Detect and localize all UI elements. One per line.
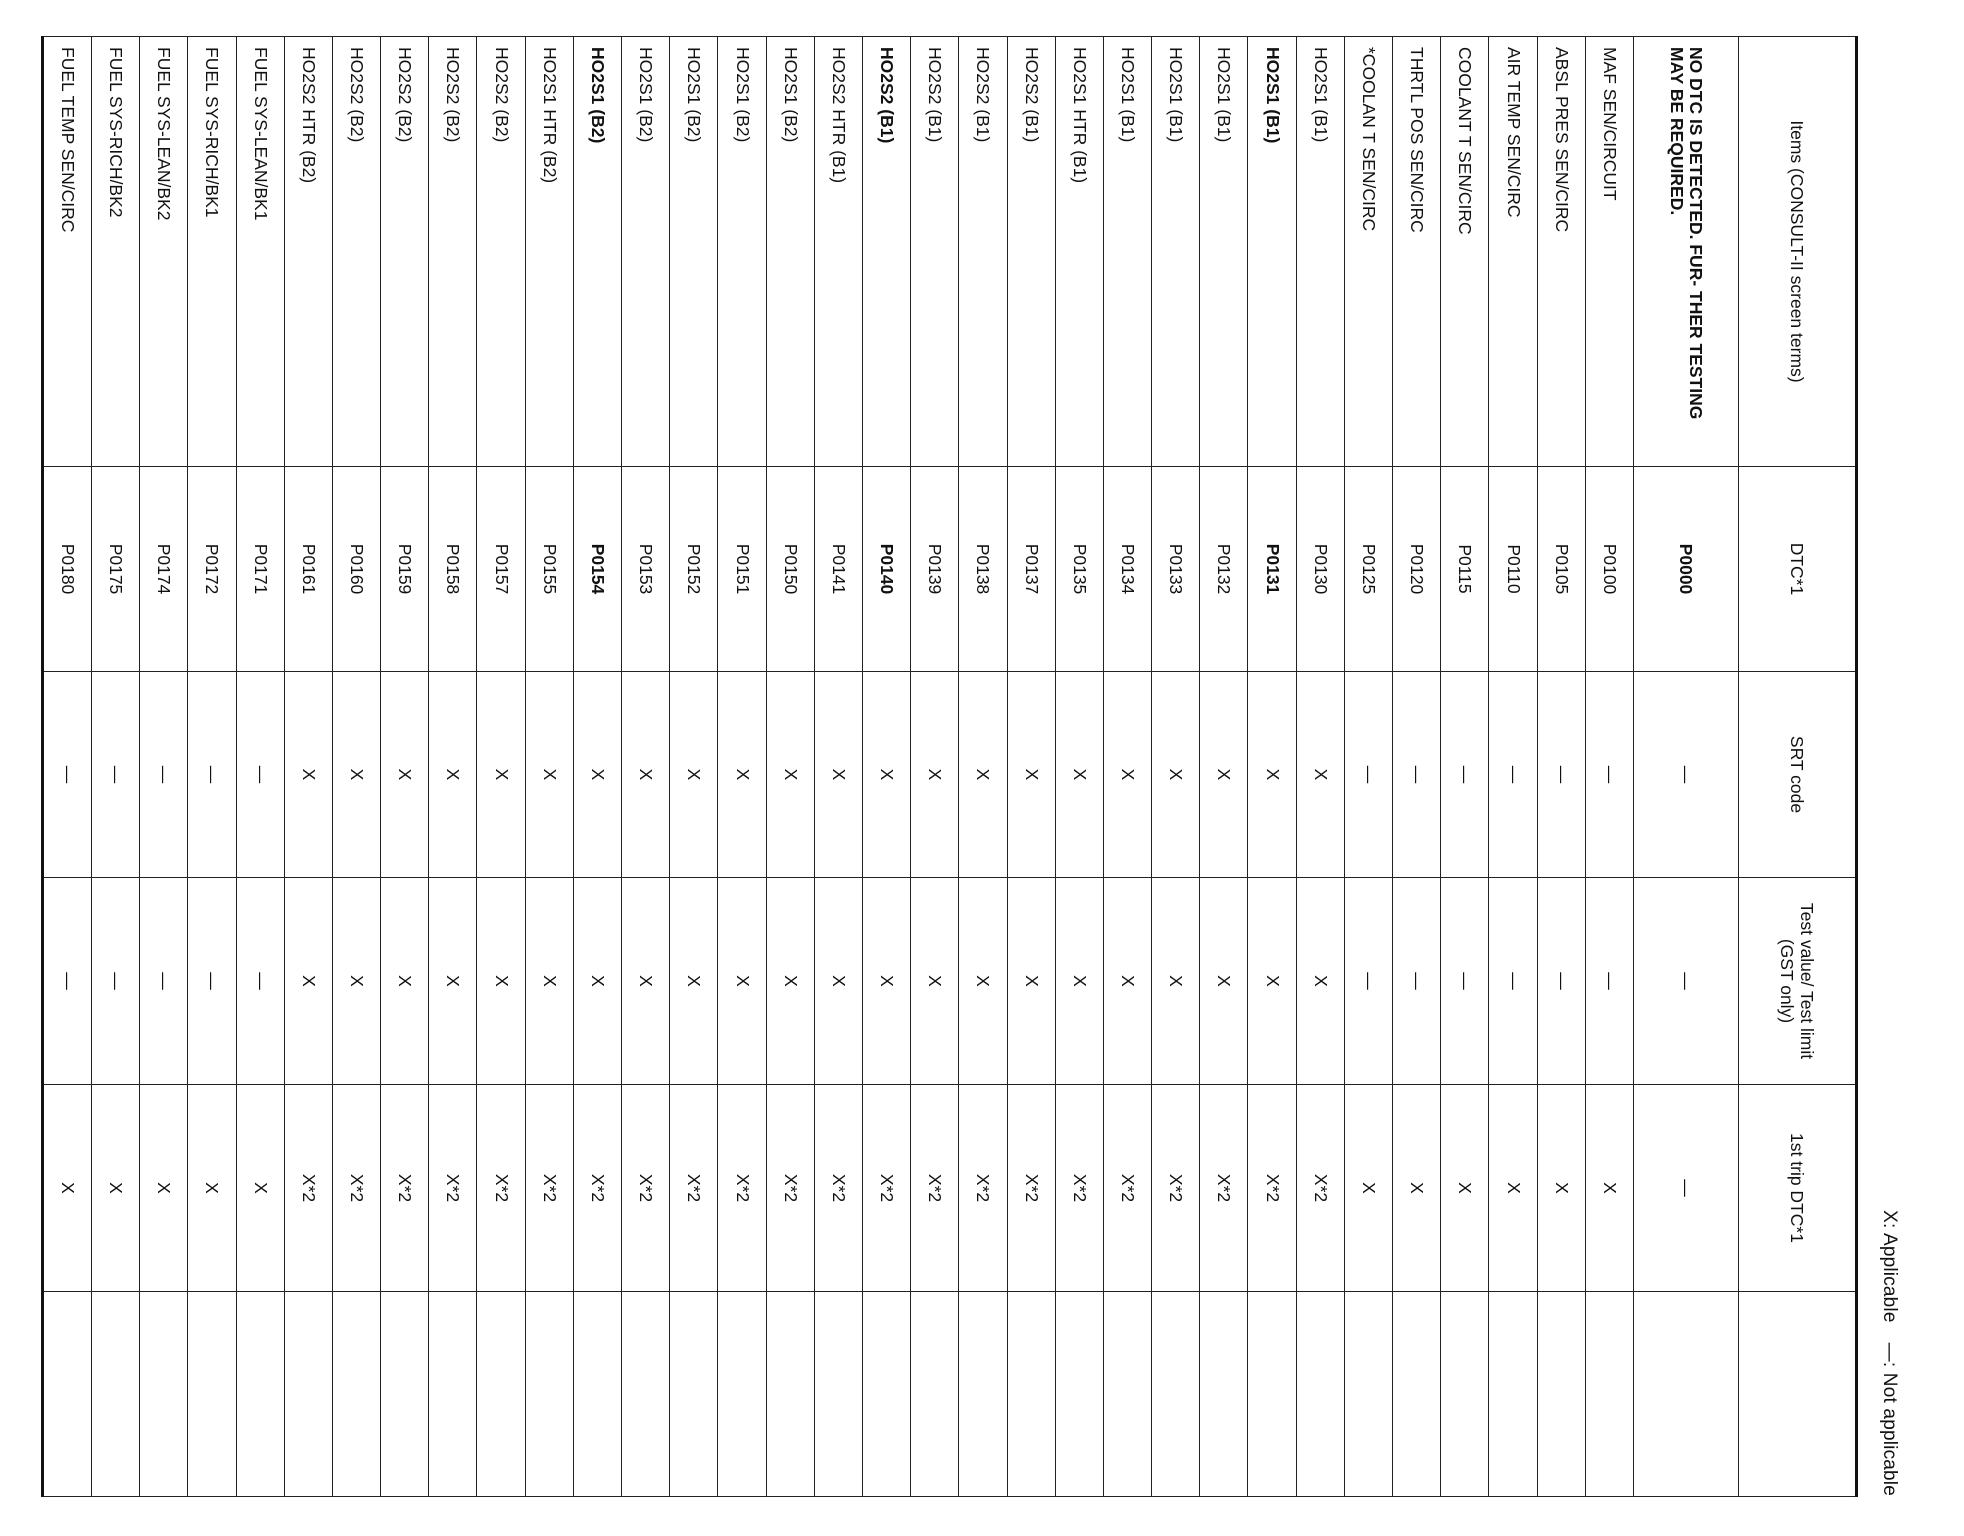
cell-items: HO2S1 (B2) — [573, 37, 621, 467]
cell-test-value: — — [1441, 878, 1489, 1085]
cell-dtc: P0158 — [429, 467, 477, 672]
header-dtc: DTC*1 — [1739, 467, 1857, 672]
cell-blank — [525, 1292, 573, 1497]
cell-items: HO2S1 HTR (B1) — [1055, 37, 1103, 467]
header-srt-code: SRT code — [1739, 672, 1857, 878]
cell-srt-code: X — [429, 672, 477, 878]
cell-blank — [1055, 1292, 1103, 1497]
cell-first-trip-dtc: X*2 — [718, 1085, 766, 1292]
cell-blank — [814, 1292, 862, 1497]
cell-blank — [92, 1292, 140, 1497]
cell-srt-code: — — [42, 672, 91, 878]
cell-blank — [1441, 1292, 1489, 1497]
cell-test-value: X — [1296, 878, 1344, 1085]
cell-first-trip-dtc: X*2 — [1296, 1085, 1344, 1292]
cell-blank — [1393, 1292, 1441, 1497]
table-row — [814, 37, 862, 1497]
cell-items: HO2S2 (B2) — [429, 37, 477, 467]
cell-test-value: — — [1344, 878, 1392, 1085]
table-row — [1103, 37, 1151, 1497]
header-test-value: Test value/ Test limit (GST only) — [1739, 878, 1857, 1085]
cell-first-trip-dtc: X — [140, 1085, 188, 1292]
table-row — [429, 37, 477, 1497]
cell-first-trip-dtc: X — [188, 1085, 236, 1292]
cell-test-value: X — [814, 878, 862, 1085]
cell-blank — [1489, 1292, 1537, 1497]
cell-dtc: P0139 — [911, 467, 959, 672]
cell-items: HO2S1 (B2) — [718, 37, 766, 467]
cell-items: AIR TEMP SEN/CIRC — [1489, 37, 1537, 467]
legend — [1878, 1210, 1900, 1496]
cell-srt-code: X — [959, 672, 1007, 878]
header-blank — [1739, 1292, 1857, 1497]
cell-srt-code: — — [1393, 672, 1441, 878]
table-row — [1489, 37, 1537, 1497]
cell-srt-code: X — [814, 672, 862, 878]
cell-dtc: P0151 — [718, 467, 766, 672]
table-row — [1152, 37, 1200, 1497]
cell-blank — [1248, 1292, 1296, 1497]
cell-test-value: X — [766, 878, 814, 1085]
cell-first-trip-dtc: X — [1537, 1085, 1585, 1292]
cell-test-value: X — [1103, 878, 1151, 1085]
cell-dtc: P0157 — [477, 467, 525, 672]
cell-first-trip-dtc: X*2 — [429, 1085, 477, 1292]
cell-srt-code: X — [1200, 672, 1248, 878]
cell-blank — [1103, 1292, 1151, 1497]
table-row — [1200, 37, 1248, 1497]
cell-first-trip-dtc: X*2 — [863, 1085, 911, 1292]
cell-first-trip-dtc: X — [1393, 1085, 1441, 1292]
header-first-trip-dtc: 1st trip DTC*1 — [1739, 1085, 1857, 1292]
cell-blank — [381, 1292, 429, 1497]
cell-test-value: — — [1585, 878, 1633, 1085]
cell-items: HO2S1 (B2) — [766, 37, 814, 467]
cell-dtc: P0125 — [1344, 467, 1392, 672]
cell-blank — [188, 1292, 236, 1497]
cell-dtc: P0132 — [1200, 467, 1248, 672]
rotated-document-page — [30, 36, 1910, 1496]
cell-first-trip-dtc: X — [236, 1085, 284, 1292]
cell-blank — [284, 1292, 332, 1497]
cell-srt-code: X — [863, 672, 911, 878]
table-row — [284, 37, 332, 1497]
cell-items: HO2S1 (B2) — [622, 37, 670, 467]
cell-blank — [718, 1292, 766, 1497]
cell-test-value: X — [381, 878, 429, 1085]
cell-blank — [477, 1292, 525, 1497]
cell-dtc: P0150 — [766, 467, 814, 672]
cell-items: HO2S2 (B1) — [911, 37, 959, 467]
cell-test-value: — — [1393, 878, 1441, 1085]
cell-items: NO DTC IS DETECTED. FUR- THER TESTING MAY BE REQUIRED. — [1634, 37, 1739, 467]
cell-dtc: P0130 — [1296, 467, 1344, 672]
cell-first-trip-dtc: X — [42, 1085, 91, 1292]
cell-dtc: P0180 — [42, 467, 91, 672]
cell-test-value: X — [863, 878, 911, 1085]
cell-first-trip-dtc: X*2 — [622, 1085, 670, 1292]
cell-dtc: P0155 — [525, 467, 573, 672]
cell-first-trip-dtc: X — [92, 1085, 140, 1292]
cell-blank — [1296, 1292, 1344, 1497]
cell-srt-code: X — [525, 672, 573, 878]
table-row — [911, 37, 959, 1497]
cell-dtc: P0000 — [1634, 467, 1739, 672]
cell-blank — [236, 1292, 284, 1497]
cell-srt-code: X — [1103, 672, 1151, 878]
cell-first-trip-dtc: X*2 — [1007, 1085, 1055, 1292]
cell-items: HO2S1 (B2) — [670, 37, 718, 467]
cell-first-trip-dtc: X*2 — [959, 1085, 1007, 1292]
cell-blank — [1007, 1292, 1055, 1497]
cell-dtc: P0105 — [1537, 467, 1585, 672]
legend-not-applicable: —: Not applicable — [1879, 1342, 1900, 1496]
cell-first-trip-dtc: X*2 — [1152, 1085, 1200, 1292]
cell-items: HO2S2 (B1) — [1007, 37, 1055, 467]
cell-first-trip-dtc: X — [1441, 1085, 1489, 1292]
cell-blank — [332, 1292, 380, 1497]
cell-srt-code: X — [911, 672, 959, 878]
dtc-table — [41, 36, 1858, 1497]
table-row — [766, 37, 814, 1497]
cell-first-trip-dtc: X*2 — [381, 1085, 429, 1292]
cell-dtc: P0175 — [92, 467, 140, 672]
cell-srt-code: X — [1152, 672, 1200, 878]
table-row — [573, 37, 621, 1497]
header-items: Items (CONSULT-II screen terms) — [1739, 37, 1857, 467]
cell-srt-code: X — [718, 672, 766, 878]
cell-test-value: X — [911, 878, 959, 1085]
table-row — [1393, 37, 1441, 1497]
cell-items: HO2S1 (B1) — [1152, 37, 1200, 467]
cell-items: COOLANT T SEN/CIRC — [1441, 37, 1489, 467]
cell-test-value: X — [670, 878, 718, 1085]
table-row — [1634, 37, 1739, 1497]
cell-first-trip-dtc: X — [1344, 1085, 1392, 1292]
table-row — [622, 37, 670, 1497]
table-row — [92, 37, 140, 1497]
cell-dtc: P0159 — [381, 467, 429, 672]
cell-first-trip-dtc: — — [1634, 1085, 1739, 1292]
cell-items: HO2S2 HTR (B1) — [814, 37, 862, 467]
cell-items: HO2S2 (B2) — [477, 37, 525, 467]
cell-dtc: P0141 — [814, 467, 862, 672]
cell-first-trip-dtc: X*2 — [477, 1085, 525, 1292]
table-row — [1248, 37, 1296, 1497]
table-row — [1537, 37, 1585, 1497]
cell-first-trip-dtc: X*2 — [670, 1085, 718, 1292]
cell-blank — [911, 1292, 959, 1497]
cell-first-trip-dtc: X*2 — [766, 1085, 814, 1292]
cell-blank — [1537, 1292, 1585, 1497]
cell-srt-code: — — [1585, 672, 1633, 878]
cell-dtc: P0135 — [1055, 467, 1103, 672]
cell-test-value: X — [284, 878, 332, 1085]
table-header-row — [1739, 37, 1857, 1497]
cell-dtc: P0120 — [1393, 467, 1441, 672]
cell-test-value: X — [573, 878, 621, 1085]
table-row — [718, 37, 766, 1497]
cell-first-trip-dtc: X*2 — [814, 1085, 862, 1292]
cell-test-value: — — [92, 878, 140, 1085]
cell-items: HO2S2 HTR (B2) — [284, 37, 332, 467]
cell-srt-code: X — [1248, 672, 1296, 878]
table-body — [42, 37, 1738, 1497]
cell-srt-code: X — [284, 672, 332, 878]
cell-dtc: P0131 — [1248, 467, 1296, 672]
cell-dtc: P0133 — [1152, 467, 1200, 672]
cell-blank — [670, 1292, 718, 1497]
cell-first-trip-dtc: X*2 — [1248, 1085, 1296, 1292]
cell-blank — [1585, 1292, 1633, 1497]
cell-blank — [1344, 1292, 1392, 1497]
cell-test-value: X — [1007, 878, 1055, 1085]
table-row — [236, 37, 284, 1497]
cell-srt-code: X — [622, 672, 670, 878]
cell-srt-code: X — [766, 672, 814, 878]
cell-test-value: X — [718, 878, 766, 1085]
cell-test-value: — — [1489, 878, 1537, 1085]
cell-test-value: X — [1200, 878, 1248, 1085]
cell-dtc: P0154 — [573, 467, 621, 672]
cell-srt-code: X — [1007, 672, 1055, 878]
cell-srt-code: — — [1441, 672, 1489, 878]
cell-dtc: P0172 — [188, 467, 236, 672]
table-row — [381, 37, 429, 1497]
cell-items: FUEL SYS-RICH/BK1 — [188, 37, 236, 467]
cell-test-value: X — [332, 878, 380, 1085]
cell-test-value: — — [140, 878, 188, 1085]
cell-first-trip-dtc: X*2 — [911, 1085, 959, 1292]
table-row — [188, 37, 236, 1497]
cell-test-value: X — [525, 878, 573, 1085]
cell-first-trip-dtc: X — [1489, 1085, 1537, 1292]
cell-dtc: P0161 — [284, 467, 332, 672]
cell-first-trip-dtc: X*2 — [525, 1085, 573, 1292]
cell-items: *COOLAN T SEN/CIRC — [1344, 37, 1392, 467]
cell-srt-code: X — [1055, 672, 1103, 878]
cell-blank — [573, 1292, 621, 1497]
table-row — [332, 37, 380, 1497]
cell-items: HO2S2 (B2) — [332, 37, 380, 467]
cell-srt-code: — — [1489, 672, 1537, 878]
cell-items: HO2S1 (B1) — [1103, 37, 1151, 467]
cell-blank — [42, 1292, 91, 1497]
cell-items: HO2S1 (B1) — [1296, 37, 1344, 467]
cell-srt-code: — — [1537, 672, 1585, 878]
cell-items: HO2S1 (B1) — [1248, 37, 1296, 467]
cell-srt-code: — — [188, 672, 236, 878]
cell-blank — [766, 1292, 814, 1497]
table-row — [1055, 37, 1103, 1497]
cell-dtc: P0160 — [332, 467, 380, 672]
cell-test-value: X — [1248, 878, 1296, 1085]
table-row — [42, 37, 91, 1497]
cell-first-trip-dtc: X*2 — [284, 1085, 332, 1292]
cell-dtc: P0100 — [1585, 467, 1633, 672]
cell-dtc: P0171 — [236, 467, 284, 672]
cell-dtc: P0137 — [1007, 467, 1055, 672]
cell-first-trip-dtc: X*2 — [1055, 1085, 1103, 1292]
cell-test-value: — — [188, 878, 236, 1085]
cell-srt-code: X — [381, 672, 429, 878]
cell-first-trip-dtc: X — [1585, 1085, 1633, 1292]
cell-test-value: — — [236, 878, 284, 1085]
table-row — [477, 37, 525, 1497]
cell-test-value: — — [1537, 878, 1585, 1085]
cell-srt-code: — — [1634, 672, 1739, 878]
cell-test-value: X — [622, 878, 670, 1085]
cell-srt-code: X — [477, 672, 525, 878]
cell-blank — [959, 1292, 1007, 1497]
cell-first-trip-dtc: X*2 — [332, 1085, 380, 1292]
cell-test-value: X — [1152, 878, 1200, 1085]
cell-dtc: P0115 — [1441, 467, 1489, 672]
cell-test-value: — — [1634, 878, 1739, 1085]
cell-blank — [1152, 1292, 1200, 1497]
cell-blank — [140, 1292, 188, 1497]
cell-test-value: — — [42, 878, 91, 1085]
cell-srt-code: X — [1296, 672, 1344, 878]
cell-srt-code: — — [1344, 672, 1392, 878]
cell-blank — [1200, 1292, 1248, 1497]
cell-items: FUEL SYS-LEAN/BK1 — [236, 37, 284, 467]
cell-srt-code: X — [332, 672, 380, 878]
cell-dtc: P0110 — [1489, 467, 1537, 672]
cell-srt-code: X — [670, 672, 718, 878]
cell-srt-code: — — [236, 672, 284, 878]
cell-dtc: P0153 — [622, 467, 670, 672]
cell-items: FUEL SYS-LEAN/BK2 — [140, 37, 188, 467]
cell-items: HO2S2 (B1) — [863, 37, 911, 467]
cell-blank — [863, 1292, 911, 1497]
cell-dtc: P0138 — [959, 467, 1007, 672]
cell-test-value: X — [1055, 878, 1103, 1085]
table-row — [863, 37, 911, 1497]
table-row — [140, 37, 188, 1497]
cell-first-trip-dtc: X*2 — [1103, 1085, 1151, 1292]
cell-items: HO2S1 HTR (B2) — [525, 37, 573, 467]
cell-dtc: P0152 — [670, 467, 718, 672]
cell-items: ABSL PRES SEN/CIRC — [1537, 37, 1585, 467]
cell-items: HO2S1 (B1) — [1200, 37, 1248, 467]
cell-blank — [429, 1292, 477, 1497]
cell-first-trip-dtc: X*2 — [1200, 1085, 1248, 1292]
table-row — [670, 37, 718, 1497]
cell-first-trip-dtc: X*2 — [573, 1085, 621, 1292]
table-row — [1007, 37, 1055, 1497]
cell-srt-code: — — [92, 672, 140, 878]
cell-blank — [1634, 1292, 1739, 1497]
cell-test-value: X — [477, 878, 525, 1085]
legend-applicable: X: Applicable — [1879, 1210, 1900, 1323]
table-row — [1441, 37, 1489, 1497]
cell-items: THRTL POS SEN/CIRC — [1393, 37, 1441, 467]
cell-dtc: P0140 — [863, 467, 911, 672]
cell-srt-code: — — [140, 672, 188, 878]
cell-items: MAF SEN/CIRCUIT — [1585, 37, 1633, 467]
table-row — [525, 37, 573, 1497]
cell-dtc: P0174 — [140, 467, 188, 672]
cell-test-value: X — [429, 878, 477, 1085]
table-row — [1585, 37, 1633, 1497]
cell-dtc: P0134 — [1103, 467, 1151, 672]
cell-items: FUEL SYS-RICH/BK2 — [92, 37, 140, 467]
table-row — [1344, 37, 1392, 1497]
table-row — [1296, 37, 1344, 1497]
cell-items: HO2S2 (B1) — [959, 37, 1007, 467]
cell-srt-code: X — [573, 672, 621, 878]
cell-items: FUEL TEMP SEN/CIRC — [42, 37, 91, 467]
cell-blank — [622, 1292, 670, 1497]
cell-test-value: X — [959, 878, 1007, 1085]
cell-items: HO2S2 (B2) — [381, 37, 429, 467]
table-row — [959, 37, 1007, 1497]
